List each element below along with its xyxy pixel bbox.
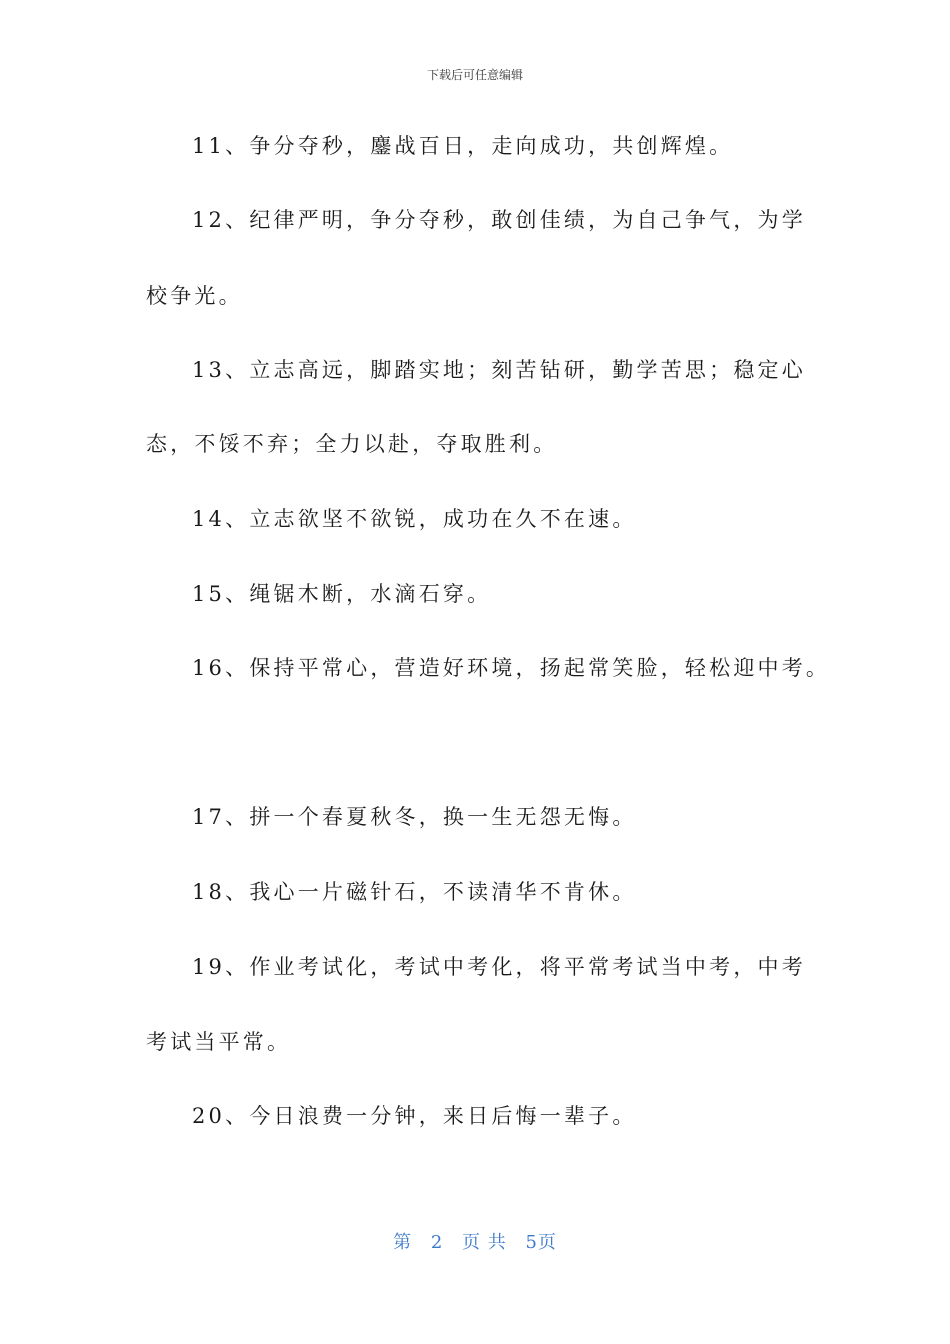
text-line-13-cont: 态，不馁不弃；全力以赴，夺取胜利。 (146, 432, 558, 456)
text-line-14: 14、立志欲坚不欲锐，成功在久不在速。 (192, 507, 637, 531)
text-line-18: 18、我心一片磁针石，不读清华不肯休。 (192, 880, 637, 904)
footer-current-page: 2 (430, 1232, 444, 1253)
footer-total-pages: 5页 (525, 1232, 557, 1253)
text-line-12-cont: 校争光。 (146, 284, 243, 308)
text-line-11: 11、争分夺秒，鏖战百日，走向成功，共创辉煌。 (192, 134, 734, 158)
text-line-20: 20、今日浪费一分钟，来日后悔一辈子。 (192, 1104, 637, 1128)
text-line-19: 19、作业考试化，考试中考化，将平常考试当中考，中考 (192, 955, 806, 979)
text-line-19-cont: 考试当平常。 (146, 1030, 292, 1054)
footer-middle: 页 共 (462, 1232, 507, 1253)
text-line-13: 13、立志高远，脚踏实地；刻苦钻研，勤学苦思；稳定心 (192, 358, 806, 382)
text-line-12: 12、纪律严明，争分夺秒，敢创佳绩，为自己争气，为学 (192, 208, 806, 232)
footer-prefix: 第 (393, 1232, 413, 1253)
page-footer (0, 1228, 950, 1254)
text-line-16: 16、保持平常心，营造好环境，扬起常笑脸，轻松迎中考。 (192, 656, 831, 680)
text-line-15: 15、绳锯木断，水滴石穿。 (192, 582, 492, 606)
text-line-17: 17、拼一个春夏秋冬，换一生无怨无悔。 (192, 805, 637, 829)
page-header: 下载后可任意编辑 (426, 68, 523, 82)
